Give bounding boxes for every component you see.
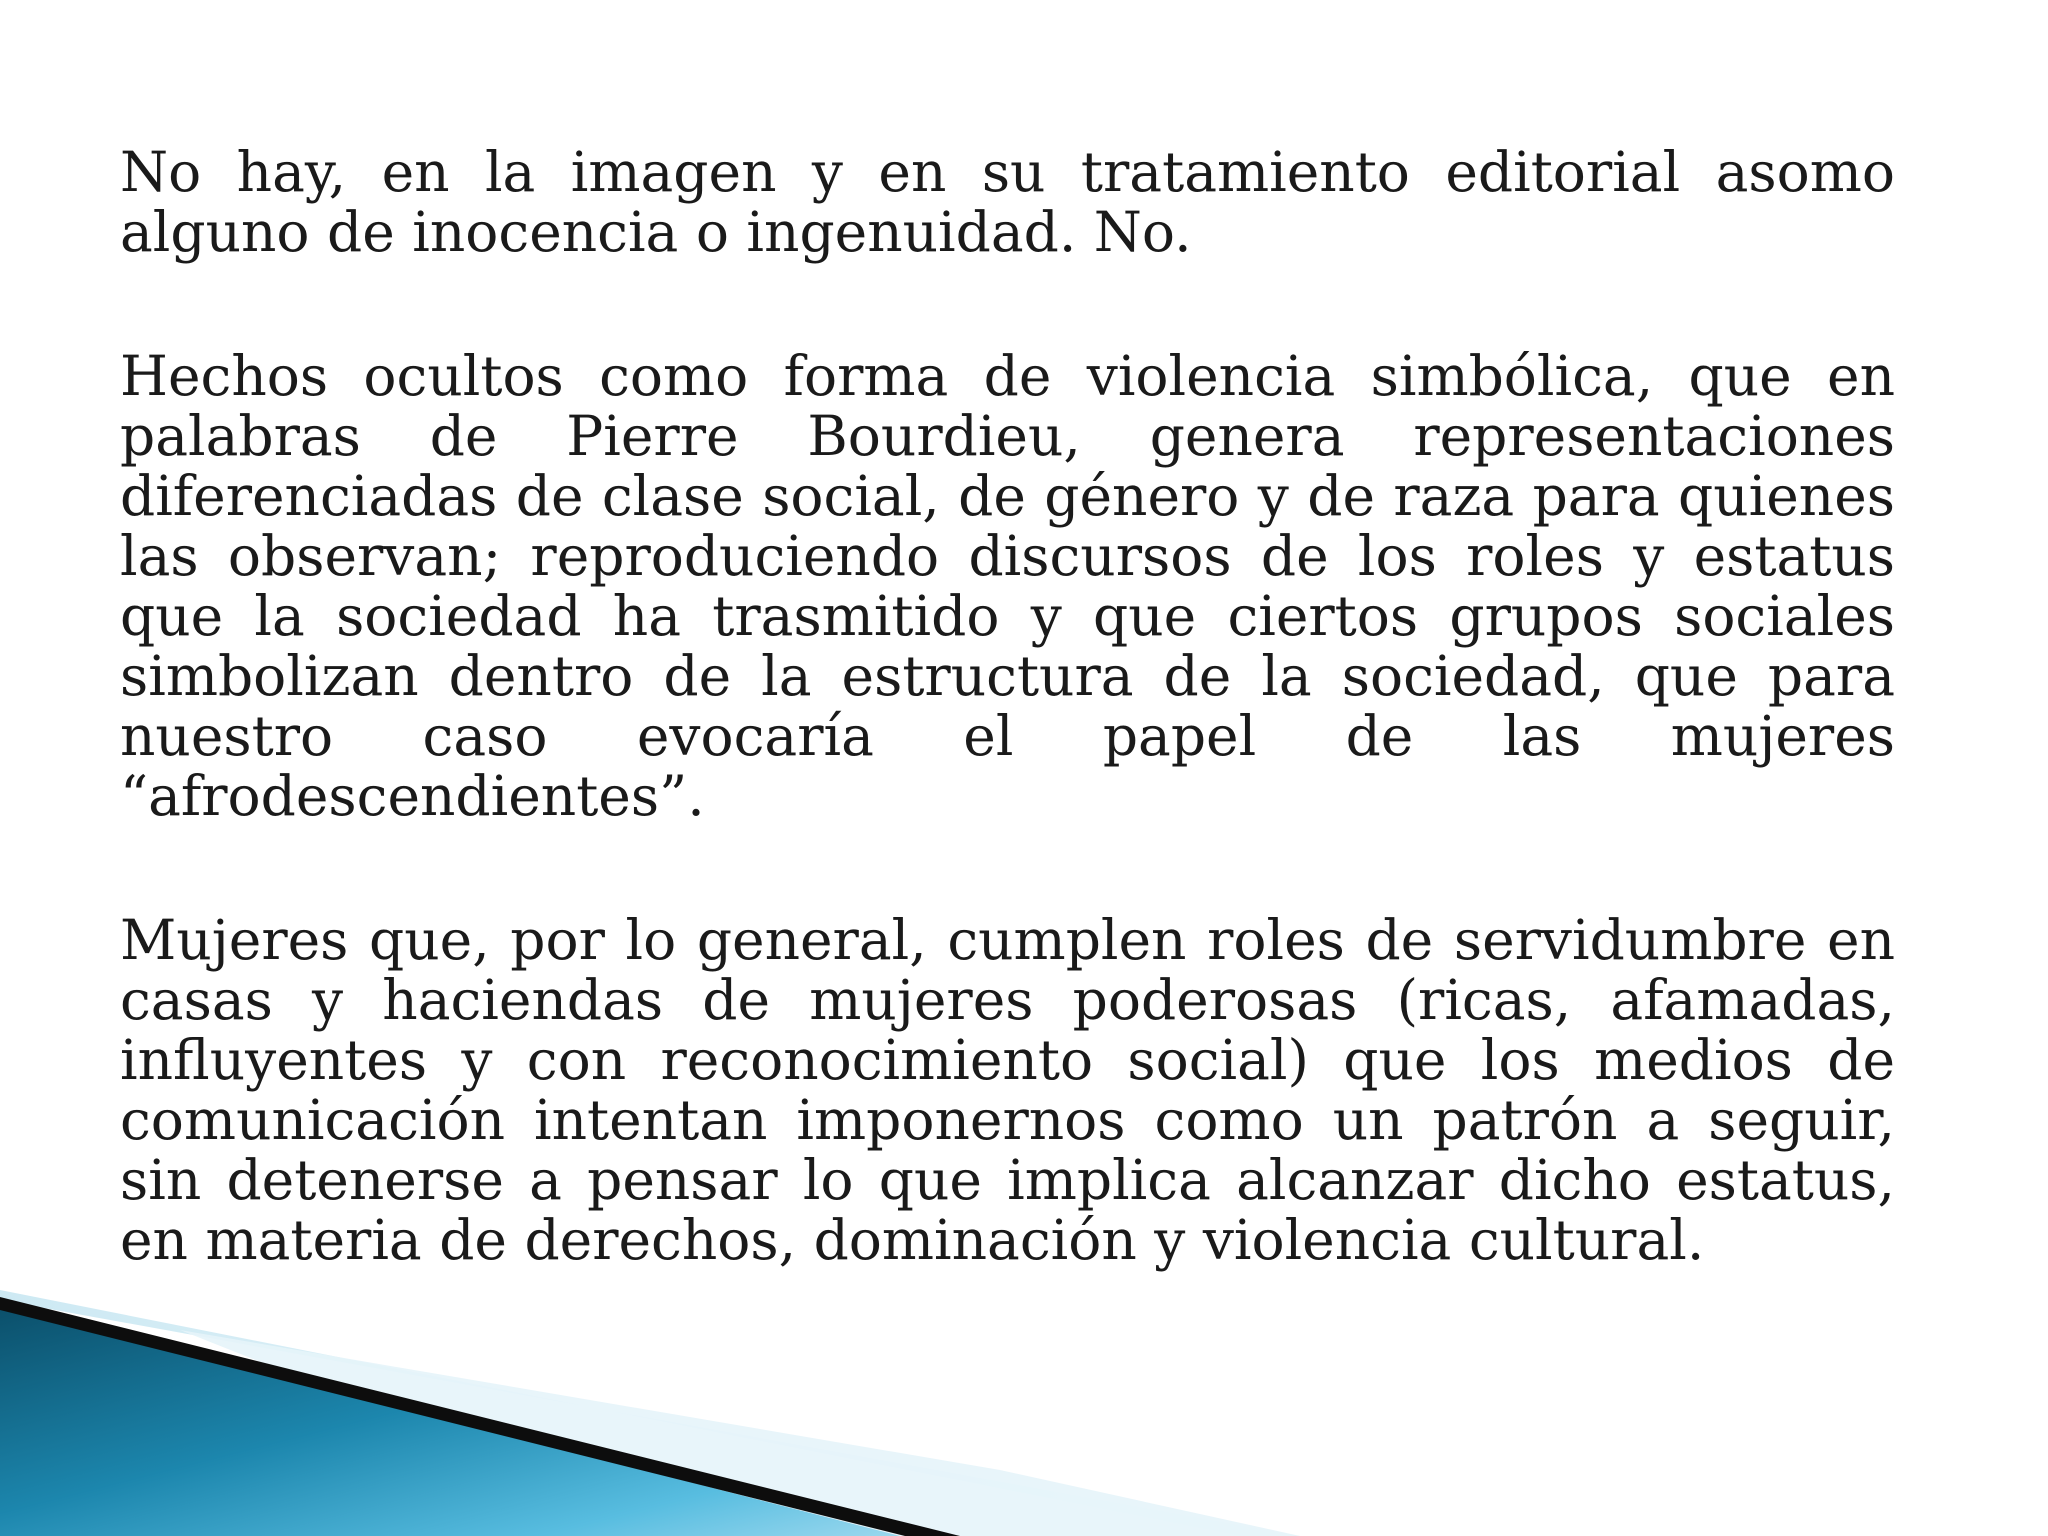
slide-body-text [120,142,1895,1270]
paragraph-symbolic-violence: Hechos ocultos como forma de violencia simbólica, que en palabras de Pierre Bourdieu, genera representaciones diferenciadas de clase social, de género y de raza para quienes las observan; reproduciendo discursos de los roles y estatus que la sociedad ha trasmitido y que ciertos grupos sociales simbolizan dentro de la estructura de la sociedad, que para nuestro caso evocaría el papel de las mujeres “afrodescendientes”. [120,344,1895,828]
paragraph-intro: No hay, en la imagen y en su tratamiento editorial asomo alguno de inocencia o ingenuidad. No. [120,140,1895,264]
paragraph-servitude-roles: Mujeres que, por lo general, cumplen roles de servidumbre en casas y haciendas de mujeres poderosas (ricas, afamadas, influyentes y con reconocimiento social) que los medios de comunicación intentan imponernos como un patrón a seguir, sin detenerse a pensar lo que implica alcanzar dicho estatus, en materia de derechos, dominación y violencia cultural. [120,908,1895,1272]
